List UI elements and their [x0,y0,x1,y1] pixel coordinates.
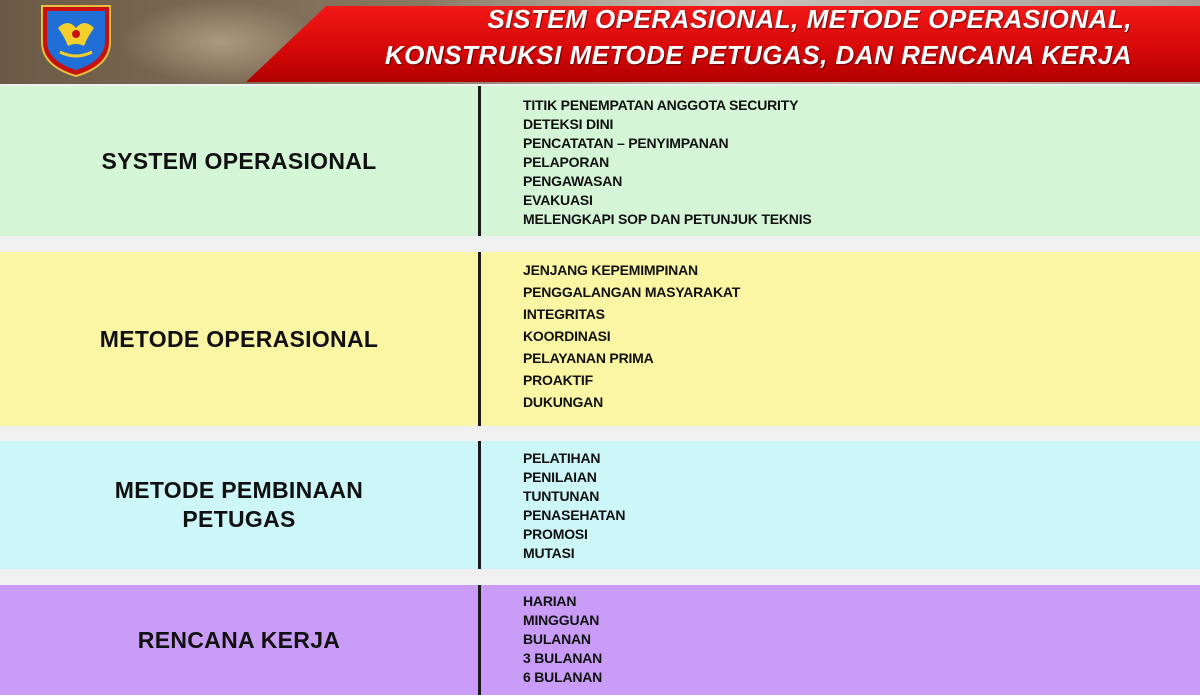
list-item: PROMOSI [523,526,588,542]
category-label-line-1: METODE PEMBINAAN [114,477,364,503]
list-item: PELATIHAN [523,450,601,466]
items-cell [481,585,1200,695]
category-label: RENCANA KERJA [137,626,341,653]
list-item: PENCATATAN – PENYIMPANAN [523,135,729,151]
list-item: 6 BULANAN [523,669,603,685]
list-item: HARIAN [523,593,577,609]
item-list [523,96,812,229]
category-label-line-2: PETUGAS [182,506,296,532]
item-list [523,449,625,563]
category-label: SYSTEM OPERASIONAL [101,147,377,174]
item-list [523,259,740,413]
list-item: EVAKUASI [523,192,593,208]
category-cell [0,252,478,426]
list-item: PENGAWASAN [523,173,623,189]
list-item: INTEGRITAS [523,306,605,322]
category-label [115,476,363,534]
category-cell [0,585,478,695]
list-item: TUNTUNAN [523,488,600,504]
category-cell [0,86,478,236]
row-metode-operasional [0,252,1200,426]
category-cell [0,441,478,569]
item-list [523,592,602,687]
list-item: DETEKSI DINI [523,116,614,132]
list-item: MELENGKAPI SOP DAN PETUNJUK TEKNIS [523,211,812,227]
list-item: PENGGALANGAN MASYARAKAT [523,284,741,300]
list-item: DUKUNGAN [523,394,604,410]
list-item: KOORDINASI [523,328,611,344]
list-item: PELAPORAN [523,154,610,170]
row-system-operasional [0,86,1200,236]
list-item: TITIK PENEMPATAN ANGGOTA SECURITY [523,97,799,113]
category-label: METODE OPERASIONAL [99,325,379,352]
list-item: PENILAIAN [523,469,597,485]
row-metode-pembinaan-petugas [0,441,1200,569]
list-item: PROAKTIF [523,372,593,388]
items-cell [481,441,1200,569]
list-item: PENASEHATAN [523,507,626,523]
list-item: 3 BULANAN [523,650,603,666]
list-item: MINGGUAN [523,612,600,628]
header [0,0,1200,84]
shield-emblem-icon [36,2,116,78]
items-cell [481,86,1200,236]
page-title-line-1: SISTEM OPERASIONAL, METODE OPERASIONAL, [487,4,1132,34]
list-item: JENJANG KEPEMIMPINAN [523,262,698,278]
items-cell [481,252,1200,426]
list-item: BULANAN [523,631,591,647]
row-rencana-kerja [0,585,1200,695]
list-item: PELAYANAN PRIMA [523,350,654,366]
list-item: MUTASI [523,545,575,561]
page-title-line-2: KONSTRUKSI METODE PETUGAS, DAN RENCANA KERJA [384,40,1132,70]
